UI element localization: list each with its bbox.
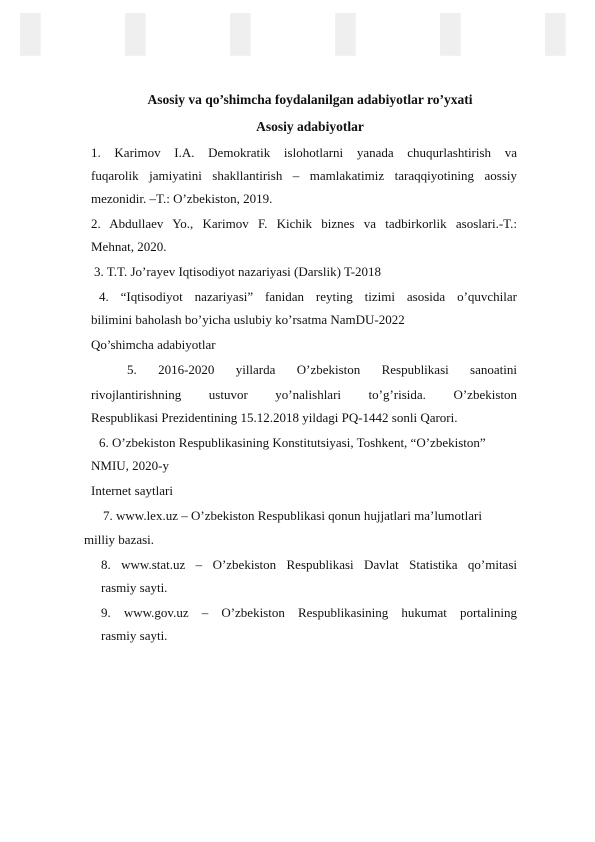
reference-line: rasmiy sayti. [101,580,168,595]
reference-line: 1. Karimov I.A. Demokratik islohotlarni yanada chuqurlashtirish va [91,145,517,160]
reference-line: rivojlantirishning ustuvor yo’nalishlari to’g’risida. O’zbekiston [91,387,517,402]
reference-line: 8. www.stat.uz – O’zbekiston Respublikasi Davlat Statistika qo’mitasi [101,557,517,572]
reference-line: rasmiy sayti. [101,628,168,643]
watermark-shape: ▮ [225,0,254,63]
watermark-shape: ▮ [120,0,149,63]
reference-line: 2. Abdullaev Yo., Karimov F. Kichik biznes va tadbirkorlik asoslari.-T.: [91,216,517,231]
reference-line: 7. www.lex.uz – O’zbekiston Respublikasi qonun hujjatlari ma’lumotlari [103,508,482,523]
section-heading-main: Asosiy adabiyotlar [256,119,364,134]
watermark-shape: ▮ [540,0,569,63]
section-heading-internet: Internet saytlari [91,483,173,498]
watermark-shape: ▮ [435,0,464,63]
reference-line: Respublikasi Prezidentining 15.12.2018 yildagi PQ-1442 sonli Qarori. [91,410,458,425]
section-heading-additional: Qo’shimcha adabiyotlar [91,337,216,352]
watermark-shape: ▮ [330,0,359,63]
reference-line: 9. www.gov.uz – O’zbekiston Respublikasining hukumat portalining [101,605,517,620]
reference-line: 5. 2016-2020 yillarda O’zbekiston Respublikasi sanoatini [127,362,517,377]
reference-line: 3. T.T. Jo’rayev Iqtisodiyot nazariyasi (Darslik) T-2018 [94,264,382,279]
reference-line: 6. O’zbekiston Respublikasining Konstitutsiyasi, Toshkent, “O’zbekiston” [99,435,486,450]
watermark-shape: ▮ [15,0,44,63]
reference-line: Mehnat, 2020. [91,239,167,254]
reference-line: milliy bazasi. [84,532,155,547]
page-title: Asosiy va qo’shimcha foydalanilgan adabiyotlar ro’yxati [147,92,473,107]
reference-line: bilimini baholash bo’yicha uslubiy ko’rsatma NamDU-2022 [91,312,405,327]
reference-line: 4. “Iqtisodiyot nazariyasi” fanidan reyting tizimi asosida o’quvchilar [99,289,517,304]
reference-line: mezonidir. –T.: O’zbekiston, 2019. [91,191,273,206]
reference-line: NMIU, 2020-y [91,458,169,473]
reference-line: fuqarolik jamiyatini shakllantirish – mamlakatimiz taraqqiyotining aossiy [91,168,517,183]
